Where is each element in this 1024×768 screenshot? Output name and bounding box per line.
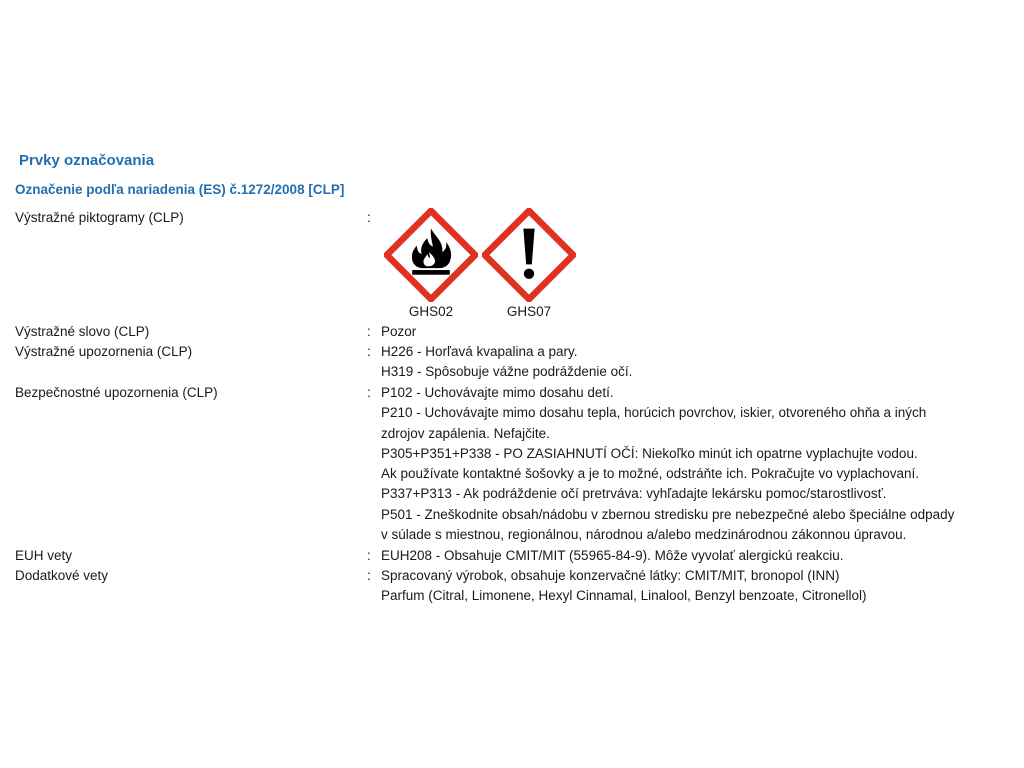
statement-line: P305+P351+P338 - PO ZASIAHNUTÍ OČÍ: Niekoľko minút ich opatrne vyplachujte vodou. xyxy=(381,445,918,461)
subsection-title: Označenie podľa nariadenia (ES) č.1272/2008 [CLP] xyxy=(15,182,345,197)
section-title: Prvky označovania xyxy=(19,152,155,169)
statement-line: zdrojov zapálenia. Nefajčite. xyxy=(381,425,550,441)
pictogram-ghs07 xyxy=(482,208,576,320)
statement-line: Parfum (Citral, Limonene, Hexyl Cinnamal, Linalool, Benzyl benzoate, Citronellol) xyxy=(381,588,867,604)
pictogram-group xyxy=(384,208,584,320)
signal-word-label: Výstražné slovo (CLP) xyxy=(15,324,150,339)
statement-line: Ak používate kontaktné šošovky a je to možné, odstráňte ich. Pokračujte vo vyplachovaní. xyxy=(381,466,920,482)
statement-line: P337+P313 - Ak podráždenie očí pretrváva: vyhľadajte lekársku pomoc/starostlivosť. xyxy=(381,486,887,502)
hazard-statements-label: Výstražné upozornenia (CLP) xyxy=(15,344,193,359)
flame-icon xyxy=(384,208,478,302)
euh-statements-value xyxy=(381,546,991,566)
separator: : xyxy=(367,210,371,225)
separator: : xyxy=(367,385,371,400)
precautionary-statements-label: Bezpečnostné upozornenia (CLP) xyxy=(15,385,218,400)
separator: : xyxy=(367,324,371,339)
separator: : xyxy=(367,344,371,359)
supplemental-statements-value xyxy=(381,566,991,607)
statement-line: P102 - Uchovávajte mimo dosahu detí. xyxy=(381,385,614,400)
pictogram-code-ghs02: GHS02 xyxy=(408,304,454,319)
statement-line: H226 - Horľavá kvapalina a pary. xyxy=(381,344,578,359)
separator: : xyxy=(367,568,371,583)
signal-word-value: Pozor xyxy=(381,324,417,339)
separator: : xyxy=(367,548,371,563)
statement-line: v súlade s miestnou, regionálnou, národnou a/alebo medzinárodnou zákonnou úpravou. xyxy=(381,527,907,543)
statement-line: EUH208 - Obsahuje CMIT/MIT (55965-84-9). Môže vyvolať alergickú reakciu. xyxy=(381,548,844,563)
statement-line: Spracovaný výrobok, obsahuje konzervačné látky: CMIT/MIT, bronopol (INN) xyxy=(381,568,840,583)
precautionary-statements-value xyxy=(381,383,991,545)
euh-statements-label: EUH vety xyxy=(15,548,73,563)
statement-line: P210 - Uchovávajte mimo dosahu tepla, horúcich povrchov, iskier, otvoreného ohňa a iných xyxy=(381,405,927,421)
supplemental-statements-label: Dodatkové vety xyxy=(15,568,109,583)
exclamation-icon xyxy=(482,208,576,302)
statement-line: P501 - Zneškodnite obsah/nádobu v zbernou stredisku pre nebezpečné alebo špeciálne odpady xyxy=(381,506,955,522)
hazard-statements-value xyxy=(381,342,991,383)
pictogram-code-ghs07: GHS07 xyxy=(506,304,552,319)
statement-line: H319 - Spôsobuje vážne podráždenie očí. xyxy=(381,364,633,380)
pictogram-ghs02 xyxy=(384,208,478,320)
pictograms-label: Výstražné piktogramy (CLP) xyxy=(15,210,184,225)
